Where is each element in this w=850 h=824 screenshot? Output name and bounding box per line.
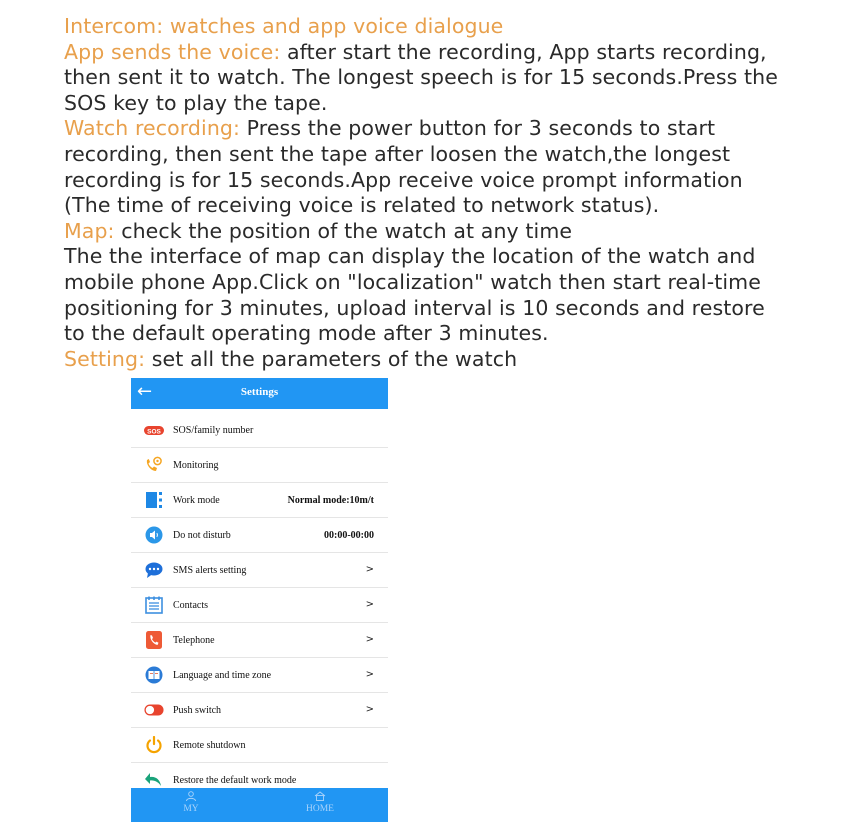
chevron-right-icon: > — [365, 669, 374, 680]
settings-item-label: Telephone — [173, 635, 215, 646]
restore-icon — [144, 771, 164, 789]
desc-line: App sends the voice: after start the recording, App starts recording, — [64, 39, 767, 64]
chevron-right-icon: > — [365, 564, 374, 575]
settings-item-label: Push switch — [173, 705, 222, 716]
desc-line: Map: check the position of the watch at any time — [64, 218, 573, 243]
desc-line: then sent it to watch. The longest speech is for 15 seconds.Press the — [64, 65, 778, 90]
bottom-tab-bar — [131, 788, 388, 822]
settings-item-label: Language and time zone — [173, 670, 272, 681]
tab-home[interactable] — [280, 788, 360, 822]
settings-item-telephone[interactable] — [131, 623, 388, 658]
chevron-right-icon: > — [365, 599, 374, 610]
page-title: Settings — [240, 386, 279, 398]
settings-item-remote-shutdown[interactable] — [131, 728, 388, 763]
desc-line: to the default operating mode after 3 minutes. — [64, 321, 549, 346]
desc-line: (The time of receiving voice is related to network status). — [64, 193, 660, 218]
person-icon — [185, 791, 197, 801]
settings-item-label: Monitoring — [173, 460, 219, 471]
chevron-right-icon: > — [365, 634, 374, 645]
desc-line: SOS key to play the tape. — [64, 90, 328, 115]
tab-my[interactable] — [151, 788, 231, 822]
settings-item-label: Remote shutdown — [173, 740, 246, 751]
desc-line: recording is for 15 seconds.App receive voice prompt information — [64, 167, 743, 192]
home-icon — [314, 791, 326, 801]
settings-item-sms-alerts[interactable] — [131, 553, 388, 588]
settings-item-label: Work mode — [173, 495, 220, 506]
settings-item-label: Contacts — [173, 600, 208, 611]
telephone-icon — [144, 631, 164, 649]
settings-item-contacts[interactable] — [131, 588, 388, 623]
settings-item-label: SOS/family number — [173, 425, 254, 436]
chevron-right-icon: > — [365, 704, 374, 715]
do-not-disturb-icon — [144, 526, 164, 544]
desc-line: mobile phone App.Click on "localization" watch then start real-time — [64, 269, 761, 294]
back-arrow-icon[interactable]: ← — [137, 381, 153, 402]
description-text — [64, 14, 844, 372]
settings-item-work-mode[interactable] — [131, 483, 388, 518]
settings-item-label: SMS alerts setting — [173, 565, 247, 576]
app-header — [131, 378, 388, 409]
settings-item-do-not-disturb[interactable] — [131, 518, 388, 553]
settings-screen — [131, 378, 388, 822]
sms-icon — [144, 561, 164, 579]
desc-line: The the interface of map can display the location of the watch and — [64, 244, 756, 269]
desc-line: Watch recording: Press the power button for 3 seconds to start — [64, 116, 716, 141]
work-mode-icon — [144, 491, 164, 509]
desc-line: Intercom: watches and app voice dialogue — [64, 14, 504, 38]
settings-item-label: Restore the default work mode — [173, 775, 297, 786]
desc-line: recording, then sent the tape after loosen the watch,the longest — [64, 141, 731, 166]
tab-label: MY — [183, 804, 199, 814]
settings-item-push-switch[interactable] — [131, 693, 388, 728]
svg-text:SOS: SOS — [147, 428, 161, 436]
do-not-disturb-value: 00:00-00:00 — [324, 530, 374, 541]
settings-item-sos[interactable] — [131, 413, 388, 448]
language-icon — [144, 666, 164, 684]
settings-item-monitoring[interactable] — [131, 448, 388, 483]
sos-icon — [144, 421, 164, 439]
work-mode-value: Normal mode:10m/t — [287, 495, 374, 506]
contacts-icon — [144, 596, 164, 614]
monitoring-icon — [144, 456, 164, 474]
power-icon — [144, 736, 164, 754]
desc-line: positioning for 3 minutes, upload interval is 10 seconds and restore — [64, 295, 765, 320]
settings-item-language[interactable] — [131, 658, 388, 693]
settings-item-label: Do not disturb — [173, 530, 231, 541]
push-switch-icon — [144, 701, 164, 719]
tab-label: HOME — [306, 804, 334, 814]
desc-line: Setting: set all the parameters of the watch — [64, 346, 518, 371]
